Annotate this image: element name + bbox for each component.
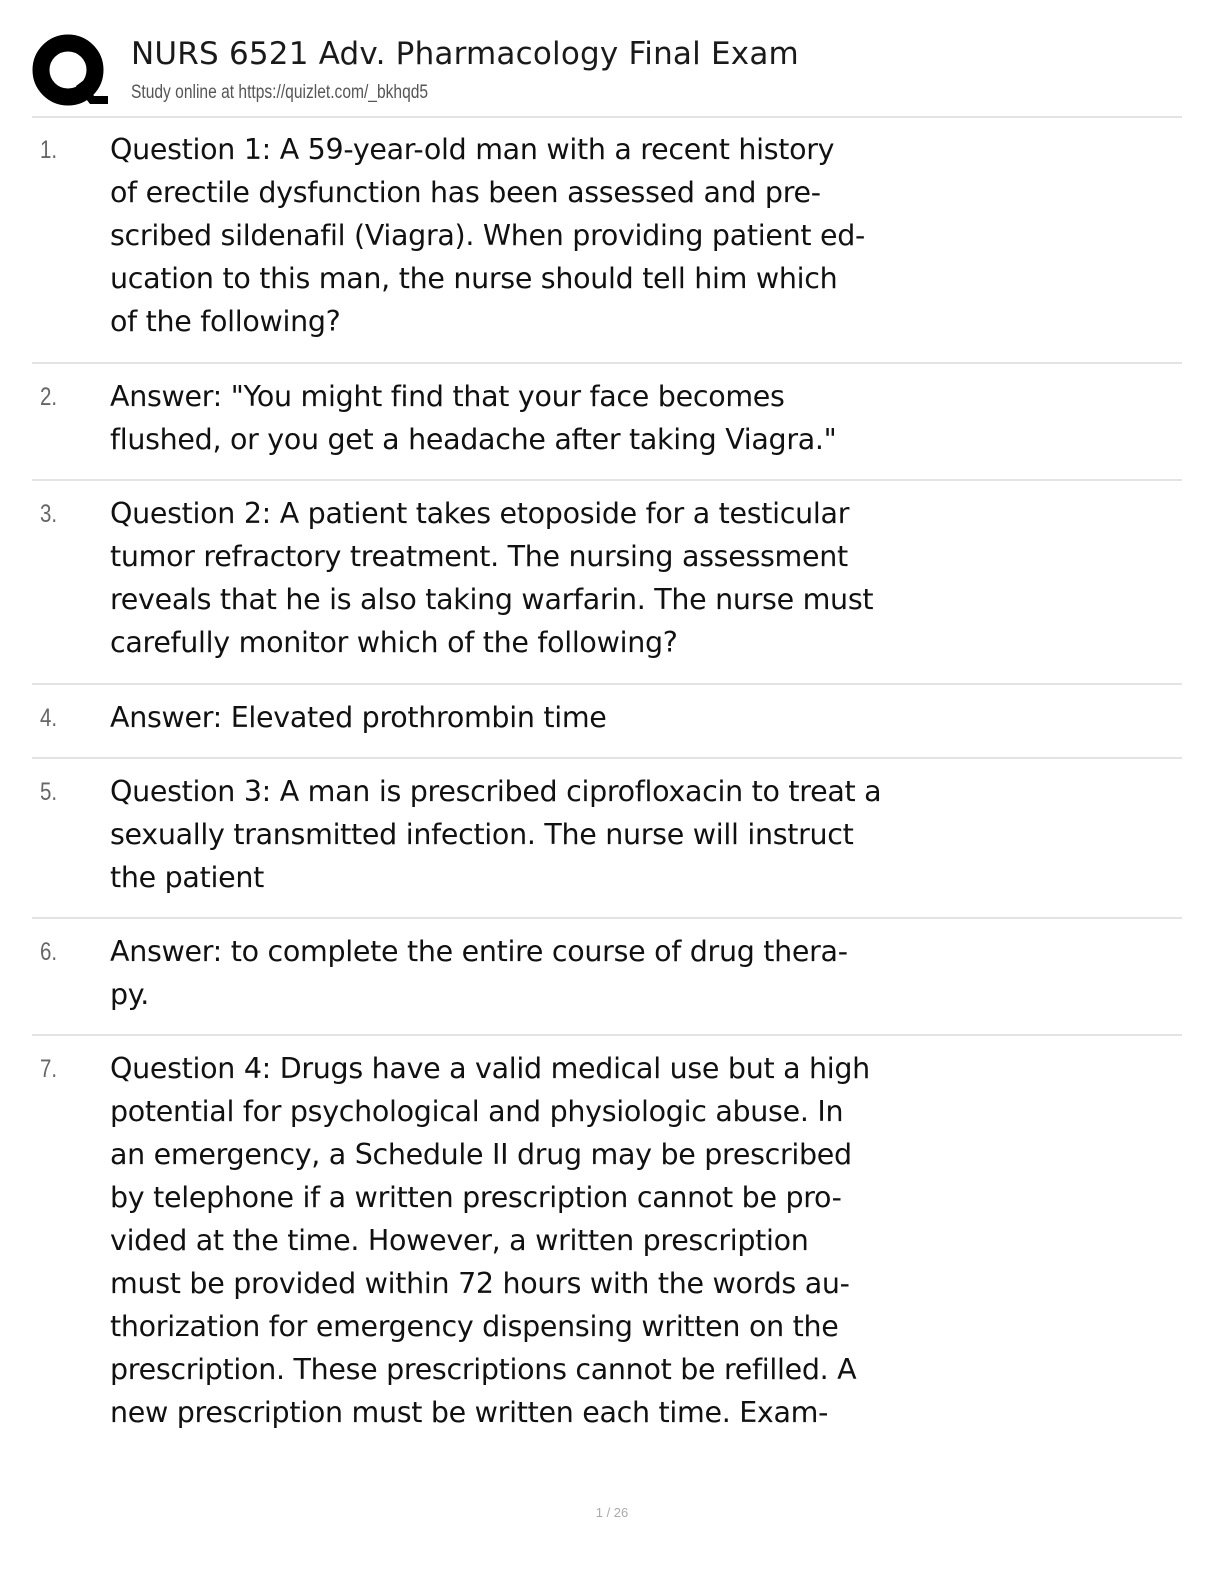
text-line: py. — [110, 978, 150, 1011]
item-number: 3. — [40, 500, 58, 528]
item-number: 1. — [40, 136, 58, 164]
item-number: 2. — [40, 383, 58, 411]
page-header — [32, 30, 1182, 116]
list-item — [32, 118, 1182, 364]
list-item — [32, 1036, 1182, 1436]
list-item — [32, 759, 1182, 919]
text-line: an emergency, a Schedule II drug may be prescribed — [110, 1138, 852, 1171]
quizlet-q-icon — [32, 34, 108, 110]
text-line: thorization for emergency dispensing written on the — [110, 1310, 839, 1343]
item-text — [110, 492, 910, 664]
text-line: reveals that he is also taking warfarin. The nurse must — [110, 583, 874, 616]
item-text — [110, 770, 910, 899]
text-line: scribed sildenafil (Viagra). When providing patient ed- — [110, 219, 865, 252]
list-item — [32, 481, 1182, 685]
text-line: Question 3: A man is prescribed ciprofloxacin to treat a — [110, 775, 882, 808]
text-line: flushed, or you get a headache after taking Viagra." — [110, 423, 837, 456]
text-line: Question 1: A 59-year-old man with a recent history — [110, 133, 835, 166]
list-item — [32, 685, 1182, 759]
text-line: Answer: "You might find that your face becomes — [110, 380, 785, 413]
item-text — [110, 696, 910, 739]
item-number: 5. — [40, 778, 58, 806]
list-item — [32, 364, 1182, 481]
text-line: new prescription must be written each time. Exam- — [110, 1396, 829, 1429]
item-text — [110, 375, 910, 461]
text-line: carefully monitor which of the following? — [110, 626, 678, 659]
text-line: potential for psychological and physiologic abuse. In — [110, 1095, 844, 1128]
document-title: NURS 6521 Adv. Pharmacology Final Exam — [131, 36, 799, 72]
text-line: of the following? — [110, 305, 341, 338]
text-line: Answer: to complete the entire course of drug thera- — [110, 935, 848, 968]
text-line: prescription. These prescriptions cannot be refilled. A — [110, 1353, 857, 1386]
text-line: vided at the time. However, a written prescription — [110, 1224, 809, 1257]
text-line: the patient — [110, 861, 264, 894]
text-line: Question 4: Drugs have a valid medical use but a high — [110, 1052, 870, 1085]
qa-list — [32, 118, 1182, 1436]
item-text — [110, 930, 910, 1016]
text-line: Answer: Elevated prothrombin time — [110, 701, 607, 734]
text-line: sexually transmitted infection. The nurse will instruct — [110, 818, 854, 851]
text-line: tumor refractory treatment. The nursing assessment — [110, 540, 848, 573]
text-line: must be provided within 72 hours with the words au- — [110, 1267, 850, 1300]
text-line: ucation to this man, the nurse should tell him which — [110, 262, 838, 295]
item-text — [110, 1047, 910, 1434]
item-number: 7. — [40, 1055, 58, 1083]
item-number: 4. — [40, 704, 58, 732]
study-online-link[interactable]: Study online at https://quizlet.com/_bkhqd5 — [131, 82, 429, 103]
text-line: of erectile dysfunction has been assessed and pre- — [110, 176, 821, 209]
list-item — [32, 919, 1182, 1036]
item-number: 6. — [40, 938, 58, 966]
page-number: 1 / 26 — [595, 1505, 629, 1520]
text-line: Question 2: A patient takes etoposide for a testicular — [110, 497, 850, 530]
text-line: by telephone if a written prescription cannot be pro- — [110, 1181, 842, 1214]
item-text — [110, 128, 910, 343]
